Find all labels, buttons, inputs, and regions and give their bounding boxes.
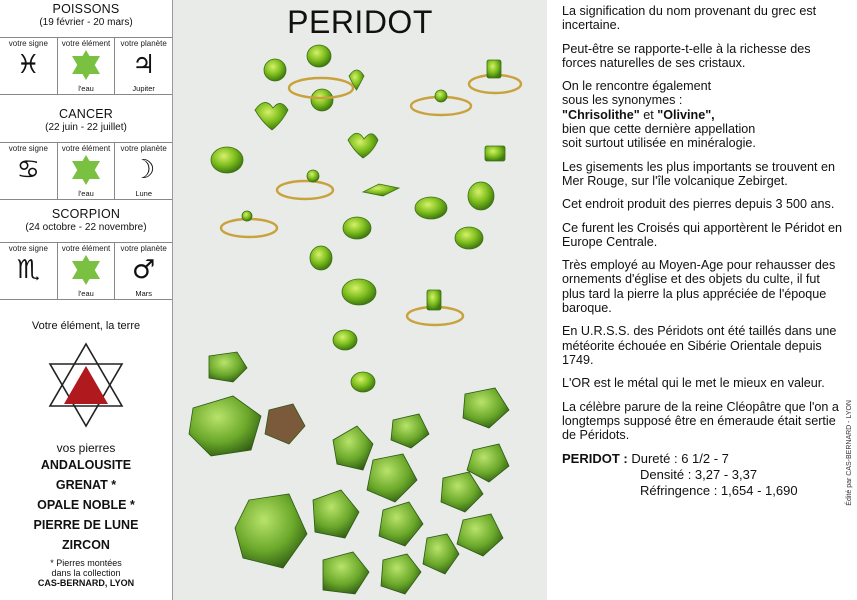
earth-star-icon	[46, 342, 126, 428]
stone-item: GRENAT *	[55, 478, 117, 492]
paragraph: L'OR est le métal qui le met le mieux en valeur.	[562, 376, 825, 391]
sign-dates: (22 juin - 22 juillet)	[45, 122, 127, 133]
water-star-icon	[69, 48, 103, 82]
sign-dates: (19 février - 20 mars)	[39, 17, 133, 28]
paragraph: La signification du nom provenant du grec est incertaine.	[562, 4, 817, 33]
sign-name: CANCER	[59, 107, 113, 121]
element-label: l'eau	[78, 289, 94, 298]
photo-title: PERIDOT	[287, 4, 433, 40]
synonyms-intro: sous les synonymes :	[562, 93, 683, 108]
cell-header: votre signe	[8, 144, 48, 153]
peridot-photo	[173, 0, 547, 600]
paragraph: La célèbre parure de la reine Cléopâtre que l'on a longtemps supposé être en émeraude était sertie de Péridots.	[562, 399, 839, 443]
sign-block-scorpion	[0, 208, 172, 300]
paragraph: Très employé au Moyen-Age pour rehausser des ornements d'église et des objets du culte, il fut plus tard la pierre la plus appréciée de l'époque baroque.	[562, 258, 836, 316]
planet-label: Mars	[135, 289, 153, 298]
sign-block-cancer	[0, 108, 172, 200]
scorpio-icon: ♏	[16, 255, 40, 285]
cell-header: votre élément	[61, 39, 111, 48]
sign-block-poissons	[0, 3, 172, 95]
collection-note	[0, 558, 172, 588]
paragraph: Cet endroit produit des pierres depuis 3 500 ans.	[562, 197, 835, 212]
stone-item: ANDALOUSITE	[40, 458, 132, 472]
paragraph: Peut-être se rapporte-t-elle à la richesse des forces naturelles de ses cristaux.	[562, 41, 811, 70]
planet-label: Lune	[135, 189, 153, 198]
synonyms-paragraph	[562, 79, 842, 150]
cancer-icon: ♋	[16, 155, 40, 185]
cell-header: votre planète	[120, 244, 167, 253]
note-line: CAS-BERNARD, LYON	[37, 578, 135, 588]
cell-header: votre élément	[61, 244, 111, 253]
paragraph: Les gisements les plus importants se trouvent en Mer Rouge, sur l'île volcanique Zebirget.	[562, 159, 836, 188]
synonym: "Olivine",	[657, 107, 715, 122]
stones-list	[0, 455, 172, 555]
cell-header: votre planète	[120, 39, 167, 48]
sign-dates: (24 octobre - 22 novembre)	[25, 222, 147, 233]
water-star-icon	[69, 253, 103, 287]
stones-title: vos pierres	[56, 441, 116, 455]
synonyms-rest: bien que cette dernière appellation	[562, 122, 756, 137]
moon-icon: ☽	[132, 155, 156, 185]
synonyms-intro: On le rencontre également	[562, 79, 712, 94]
stone-item: ZIRCON	[62, 538, 110, 552]
gemstones-illustration	[173, 0, 547, 600]
pisces-icon: ♓	[16, 50, 40, 80]
description-text	[562, 4, 842, 499]
synonym-conjunction: et	[639, 107, 658, 122]
element-label: l'eau	[78, 84, 94, 93]
edition-credit: Édité par CAS-BERNARD - LYON	[846, 400, 853, 506]
note-line: * Pierres montées	[50, 558, 122, 568]
stone-item: PIERRE DE LUNE	[33, 518, 139, 532]
spec-durete: Dureté : 6 1/2 - 7	[631, 451, 729, 467]
water-star-icon	[69, 153, 103, 187]
synonyms-rest: soit surtout utilisée en minéralogie.	[562, 136, 756, 151]
mars-icon: ♂	[132, 255, 156, 285]
spec-densite: Densité : 3,27 - 3,37	[640, 467, 758, 483]
jupiter-icon: ♃	[132, 50, 156, 80]
gem-specs	[562, 451, 842, 499]
specs-label: PERIDOT :	[562, 451, 628, 467]
sign-name: SCORPION	[51, 207, 121, 221]
spec-refringence: Réfringence : 1,654 - 1,690	[640, 483, 798, 499]
stone-item: OPALE NOBLE *	[37, 498, 135, 512]
cell-header: votre élément	[61, 144, 111, 153]
element-title: Votre élément, la terre	[31, 320, 141, 332]
cell-header: votre signe	[8, 39, 48, 48]
element-label: l'eau	[78, 189, 94, 198]
paragraph: En U.R.S.S. des Péridots ont été taillés dans une météorite échouée en Sibérie Orientale depuis 1749.	[562, 324, 837, 367]
note-line: dans la collection	[51, 568, 121, 578]
sign-name: POISSONS	[52, 2, 120, 16]
element-section	[0, 320, 172, 455]
synonym: "Chrisolithe"	[562, 107, 640, 122]
planet-label: Jupiter	[132, 84, 155, 93]
cell-header: votre planète	[120, 144, 167, 153]
cell-header: votre signe	[8, 244, 48, 253]
zodiac-panel	[0, 0, 173, 600]
paragraph: Ce furent les Croisés qui apportèrent le Péridot en Europe Centrale.	[562, 220, 843, 249]
